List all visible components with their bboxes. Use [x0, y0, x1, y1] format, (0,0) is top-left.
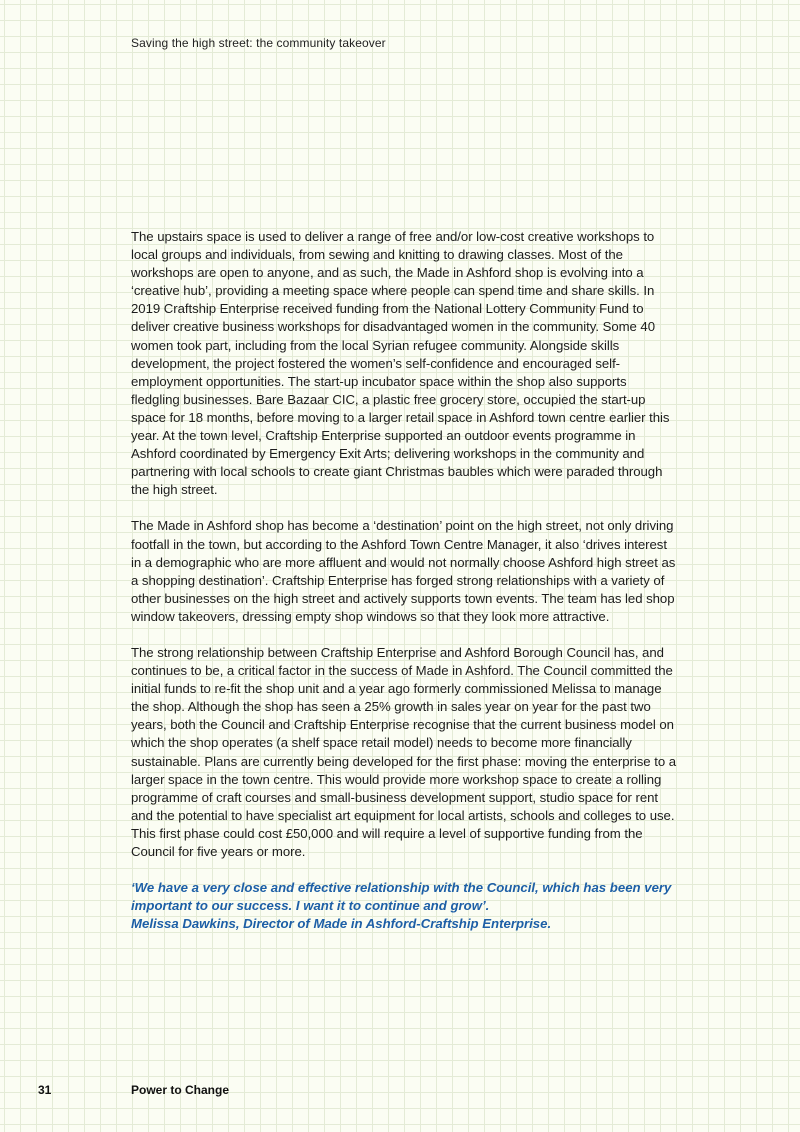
footer-brand: Power to Change [131, 1083, 230, 1097]
paragraph: The Made in Ashford shop has become a ‘destination’ point on the high street, not only driving footfall in the town, but according to the Ashford Town Centre Manager, it also ‘drives interest in a demographic who are more affluent and would not normally choose Ashford high street as a shopping destination’. Craftship Enterprise has forged strong relationships with a variety of other businesses on the high street and actively supports town events. The team has led shop window takeovers, dressing empty shop windows so that they look more attractive. [131, 518, 676, 624]
quote-attribution: Melissa Dawkins, Director of Made in Ashford-Craftship Enterprise. [131, 916, 552, 932]
page-number: 31 [38, 1083, 52, 1097]
pull-quote [131, 879, 676, 933]
quote-text: ‘We have a very close and effective relationship with the Council, which has been very important to our success. I want it to continue and grow’. [131, 880, 672, 914]
running-header: Saving the high street: the community takeover [131, 36, 386, 50]
article-body [131, 228, 676, 933]
paragraph: The strong relationship between Craftship Enterprise and Ashford Borough Council has, and continues to be, a critical factor in the success of Made in Ashford. The Council committed the initial funds to re-fit the shop unit and a year ago formerly commissioned Melissa to manage the shop. Although the shop has seen a 25% growth in sales year on year for the past two years, both the Council and Craftship Enterprise recognise that the current business model on which the shop operates (a shelf space retail model) needs to become more financially sustainable. Plans are currently being developed for the first phase: moving the enterprise to a larger space in the town centre. This would provide more workshop space to create a rolling programme of craft courses and small-business development support, studio space for rent and the potential to have specialist art equipment for local artists, schools and colleges to use. This first phase could cost £50,000 and will require a level of supportive funding from the Council for five years or more. [131, 644, 677, 859]
paragraph: The upstairs space is used to deliver a range of free and/or low-cost creative workshops to local groups and individuals, from sewing and knitting to drawing classes. Most of the workshops are open to anyone, and as such, the Made in Ashford shop is evolving into a ‘creative hub’, providing a meeting space where people can spend time and share skills. In 2019 Craftship Enterprise received funding from the National Lottery Community Fund to deliver creative business workshops for disadvantaged women in the community. Some 40 women took part, including from the local Syrian refugee community. Alongside skills development, the project fostered the women’s self-confidence and encouraged self-employment opportunities. The start-up incubator space within the shop also supports fledgling businesses. Bare Bazaar CIC, a plastic free grocery store, occupied the start-up space for 18 months, before moving to a larger retail space in Ashford town centre earlier this year. At the town level, Craftship Enterprise supported an outdoor events programme in Ashford coordinated by Emergency Exit Arts; delivering workshops in the community and partnering with local schools to create giant Christmas baubles which were paraded through the high street. [131, 229, 670, 498]
